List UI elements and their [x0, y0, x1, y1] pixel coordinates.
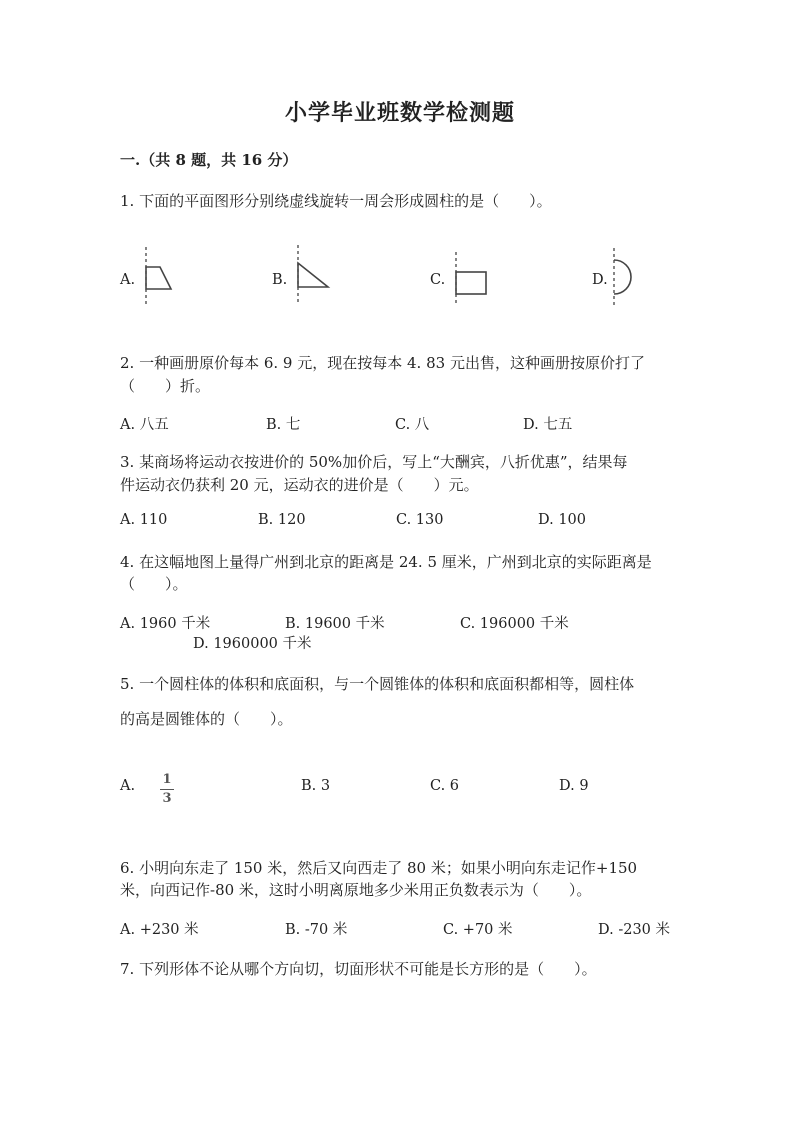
question-5-option-c: C. 6 [430, 778, 460, 794]
question-2-line-1: 2. 一种画册原价每本 6. 9 元，现在按每本 4. 83 元出售，这种画册按原价打了 [120, 354, 645, 372]
question-1-option-c: C. [430, 272, 446, 288]
question-3-line-1: 3. 某商场将运动衣按进价的 50%加价后，写上“大酬宾，八折优惠”，结果每 [120, 453, 628, 471]
question-1-option-a: A. [120, 272, 136, 288]
question-2-option-a: A. 八五 [120, 417, 169, 433]
rectangle-figure-icon [450, 250, 490, 306]
fraction-denominator: 3 [162, 791, 172, 806]
question-1-text: 1. 下面的平面图形分别绕虚线旋转一周会形成圆柱的是（ ）。 [120, 192, 552, 210]
fraction-numerator: 1 [162, 772, 172, 787]
question-4-line-2: （ ）。 [120, 575, 188, 593]
question-5-option-b: B. 3 [301, 778, 331, 794]
question-6-option-d: D. -230 米 [598, 922, 671, 938]
fraction-one-third [160, 772, 174, 807]
question-1-option-d: D. [592, 272, 608, 288]
question-3-option-d: D. 100 [538, 512, 587, 528]
question-1-option-b: B. [272, 272, 288, 288]
question-2-line-2: （ ）折。 [120, 377, 211, 395]
trapezoid-figure-icon [140, 245, 176, 307]
question-4-option-b: B. 19600 千米 [285, 616, 385, 632]
question-5-line-2: 的高是圆锥体的（ ）。 [120, 710, 293, 728]
question-4-option-c: C. 196000 千米 [460, 616, 569, 632]
question-4-option-a: A. 1960 千米 [120, 616, 211, 632]
question-6-option-a: A. +230 米 [120, 922, 199, 938]
section-heading: 一.（共 8 题，共 16 分） [120, 151, 298, 169]
question-3-option-c: C. 130 [396, 512, 444, 528]
question-2-option-b: B. 七 [266, 417, 301, 433]
question-5-option-a: A. [120, 778, 136, 794]
question-7-text: 7. 下列形体不论从哪个方向切，切面形状不可能是长方形的是（ ）。 [120, 960, 597, 978]
triangle-figure-icon [292, 243, 332, 307]
question-4-option-d: D. 1960000 千米 [193, 636, 312, 652]
page-title: 小学毕业班数学检测题 [284, 100, 515, 126]
semicircle-figure-icon [606, 246, 640, 308]
question-3-option-a: A. 110 [120, 512, 168, 528]
question-4-line-1: 4. 在这幅地图上量得广州到北京的距离是 24. 5 厘米，广州到北京的实际距离是 [120, 553, 652, 571]
question-6-option-c: C. +70 米 [443, 922, 513, 938]
fraction-bar [160, 789, 174, 790]
question-6-line-1: 6. 小明向东走了 150 米，然后又向西走了 80 米；如果小明向东走记作+150 [120, 859, 638, 877]
question-5-option-d: D. 9 [559, 778, 589, 794]
question-3-option-b: B. 120 [258, 512, 306, 528]
question-2-option-d: D. 七五 [523, 417, 573, 433]
question-6-option-b: B. -70 米 [285, 922, 348, 938]
question-2-option-c: C. 八 [395, 417, 430, 433]
question-3-line-2: 件运动衣仍获利 20 元，运动衣的进价是（ ）元。 [120, 476, 479, 494]
question-6-line-2: 米，向西记作-80 米，这时小明离原地多少米用正负数表示为（ ）。 [120, 881, 592, 899]
question-5-line-1: 5. 一个圆柱体的体积和底面积，与一个圆锥体的体积和底面积都相等，圆柱体 [120, 675, 635, 693]
